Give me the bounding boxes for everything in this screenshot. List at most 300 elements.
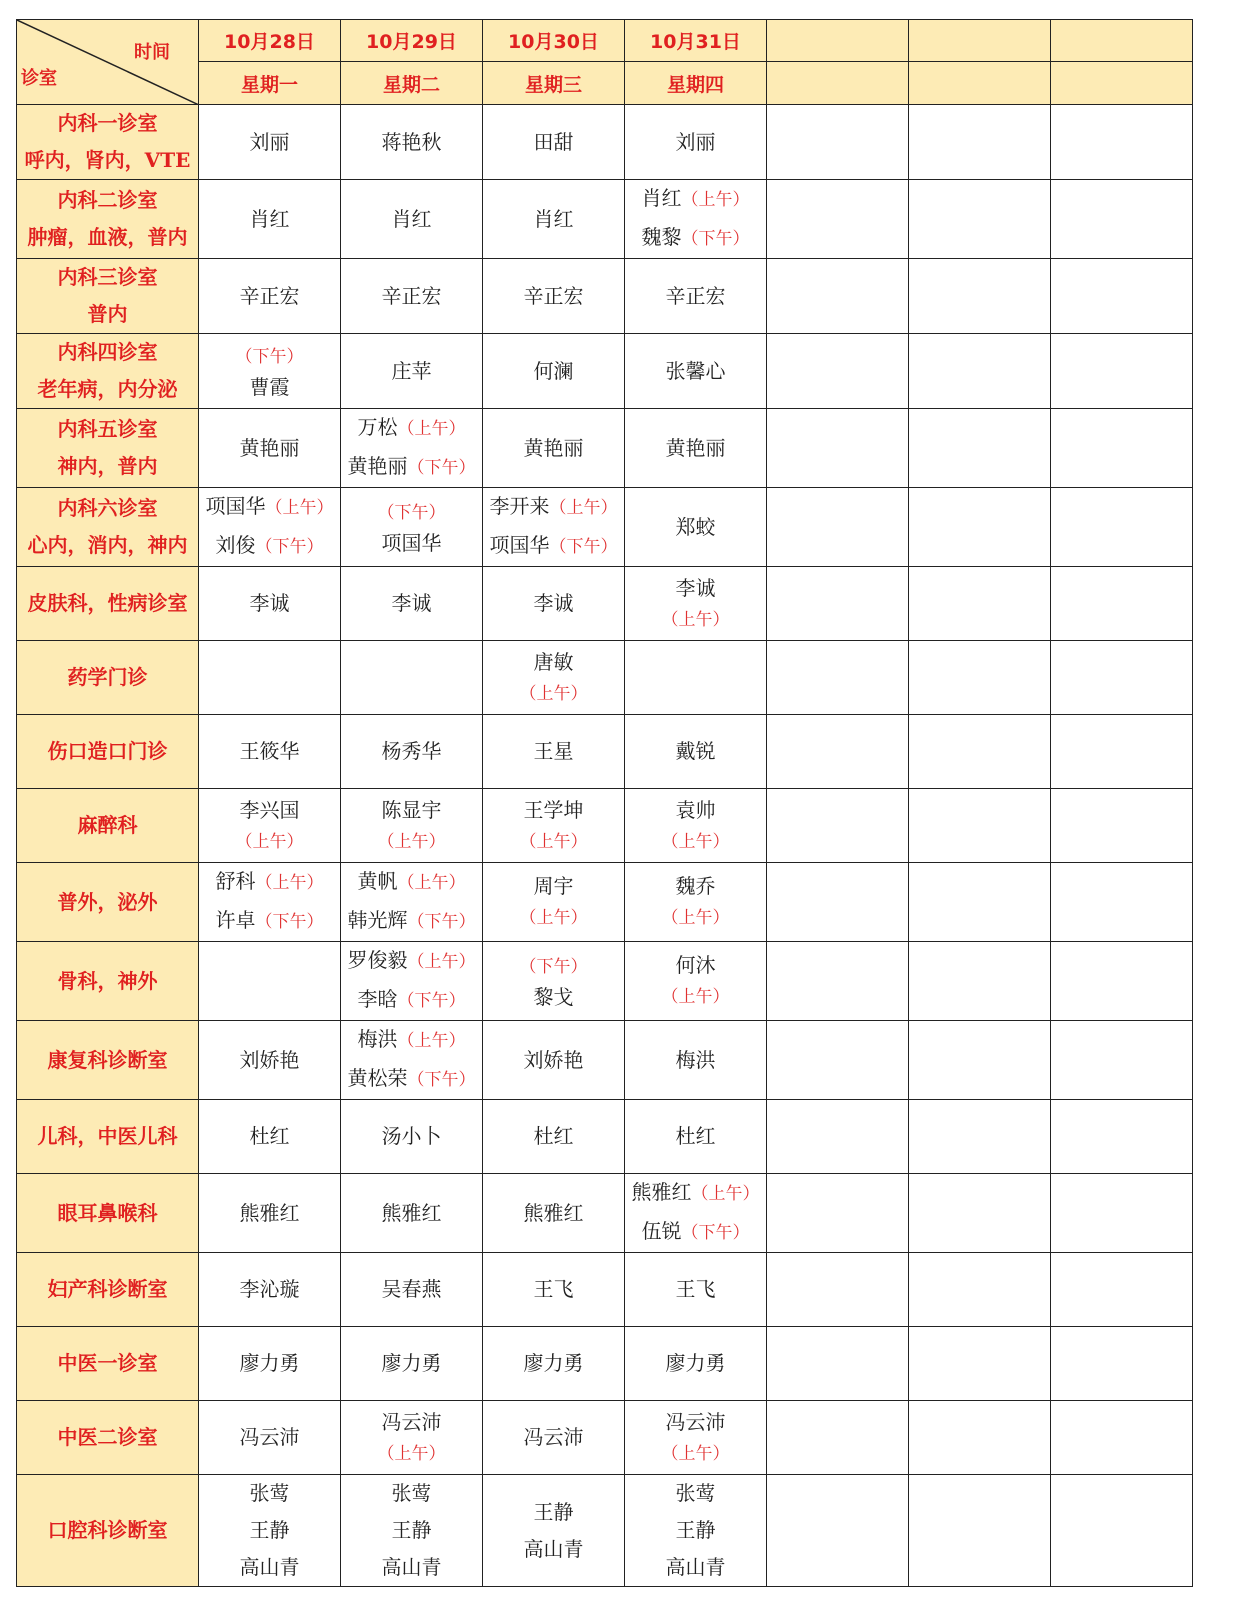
doctor-name: 张莺 <box>249 1481 290 1505</box>
session-time-label: （上午） <box>549 498 618 518</box>
doctor-name: 熊雅红 <box>381 1200 442 1225</box>
corner-cell <box>17 20 199 105</box>
doctor-cell <box>483 180 625 259</box>
header-date-row <box>17 20 1193 62</box>
room-name-cell <box>17 863 199 942</box>
doctor-cell <box>625 1253 767 1327</box>
date-header <box>1051 20 1193 62</box>
doctor-name: 何沐 <box>675 953 716 977</box>
doctor-cell <box>625 641 767 715</box>
schedule-line <box>199 585 340 622</box>
doctor-cell <box>1051 715 1193 789</box>
schedule-line <box>625 1407 766 1437</box>
schedule-line <box>483 1531 624 1568</box>
schedule-row <box>17 180 1193 259</box>
room-name-line: 神内，普内 <box>57 454 158 478</box>
schedule-line <box>341 1345 482 1382</box>
schedule-line <box>483 353 624 390</box>
doctor-cell <box>199 180 341 259</box>
room-name-line: 皮肤科，性病诊室 <box>27 591 188 615</box>
doctor-cell <box>909 1174 1051 1253</box>
room-name-cell <box>17 715 199 789</box>
schedule-row <box>17 1401 1193 1475</box>
session-time-label: （上午） <box>519 683 588 704</box>
doctor-cell <box>909 942 1051 1021</box>
session-time-label: （下午） <box>407 912 476 932</box>
session-time-label: （下午） <box>519 957 588 977</box>
room-name-line: 内科二诊室 <box>57 188 158 212</box>
session-time-label: （上午） <box>519 908 588 928</box>
doctor-cell <box>909 1100 1051 1174</box>
schedule-line <box>625 1042 766 1079</box>
doctor-cell <box>483 488 625 567</box>
doctor-name: 郑蛟 <box>675 514 716 539</box>
doctor-cell <box>199 105 341 180</box>
weekday-header: 星期一 <box>199 62 341 105</box>
session-time-label: （上午） <box>661 908 730 928</box>
session-time-label: （上午） <box>407 952 476 972</box>
doctor-cell <box>767 105 909 180</box>
doctor-cell <box>1051 488 1193 567</box>
schedule-line <box>199 488 340 527</box>
room-name-line: 呼内，肾内，VTE <box>24 148 191 172</box>
doctor-cell <box>1051 567 1193 641</box>
weekday-header: 星期二 <box>341 62 483 105</box>
session-time-label: （下午） <box>235 347 304 367</box>
schedule-line <box>625 1549 766 1586</box>
doctor-cell <box>1051 180 1193 259</box>
doctor-cell <box>625 105 767 180</box>
schedule-line <box>341 1118 482 1155</box>
doctor-name: 曹霞 <box>249 375 290 399</box>
doctor-cell <box>341 409 483 488</box>
schedule-line <box>625 733 766 770</box>
date-header: 10月28日 <box>199 20 341 62</box>
schedule-line <box>483 677 624 709</box>
doctor-cell <box>341 105 483 180</box>
session-time-label: （上午） <box>377 831 446 852</box>
date-header: 10月31日 <box>625 20 767 62</box>
weekday-header: 星期四 <box>625 62 767 105</box>
schedule-line <box>341 353 482 390</box>
corner-time-label: 时间 <box>134 42 170 63</box>
schedule-row <box>17 334 1193 409</box>
doctor-name: 黄艳丽 <box>347 454 408 478</box>
schedule-row <box>17 1475 1193 1587</box>
doctor-name: 冯云沛 <box>523 1425 584 1449</box>
doctor-name: 杨秀华 <box>381 739 442 763</box>
schedule-line <box>341 409 482 448</box>
session-time-label: （上午） <box>681 190 750 210</box>
doctor-name: 李诚 <box>533 591 574 615</box>
doctor-name: 王静 <box>533 1499 574 1524</box>
schedule-line <box>483 1271 624 1308</box>
doctor-name: 廖力勇 <box>239 1351 300 1375</box>
doctor-cell <box>625 259 767 334</box>
doctor-name: 肖红 <box>533 206 574 231</box>
schedule-line <box>625 1118 766 1155</box>
room-name-line: 普内 <box>87 302 128 326</box>
schedule-line <box>625 1512 766 1549</box>
room-name-line: 药学门诊 <box>67 665 148 689</box>
doctor-cell <box>625 1401 767 1475</box>
doctor-name: 高山青 <box>523 1536 584 1561</box>
schedule-line <box>625 1345 766 1382</box>
doctor-cell <box>767 789 909 863</box>
doctor-cell <box>767 567 909 641</box>
doctor-name: 冯云沛 <box>665 1409 726 1434</box>
doctor-name: 项国华 <box>489 533 550 557</box>
doctor-name: 冯云沛 <box>381 1409 442 1434</box>
doctor-cell <box>199 334 341 409</box>
doctor-cell <box>1051 1475 1193 1587</box>
schedule-line <box>341 1271 482 1308</box>
doctor-cell <box>767 1475 909 1587</box>
schedule-line <box>341 278 482 315</box>
weekday-header <box>767 62 909 105</box>
doctor-cell <box>341 715 483 789</box>
doctor-cell <box>909 1253 1051 1327</box>
schedule-line <box>625 950 766 980</box>
schedule-line <box>341 863 482 902</box>
doctor-cell <box>767 180 909 259</box>
schedule-line <box>199 340 340 372</box>
doctor-cell <box>341 334 483 409</box>
schedule-line <box>625 603 766 635</box>
doctor-cell <box>767 409 909 488</box>
doctor-name: 罗俊毅 <box>347 948 408 972</box>
schedule-line <box>341 981 482 1020</box>
schedule-line <box>199 733 340 770</box>
room-name-line: 心内，消内，神内 <box>27 533 188 557</box>
schedule-line <box>341 496 482 528</box>
room-name-line: 内科四诊室 <box>57 340 158 364</box>
doctor-cell <box>767 641 909 715</box>
schedule-line <box>341 1021 482 1060</box>
schedule-line <box>199 902 340 941</box>
doctor-cell <box>909 789 1051 863</box>
schedule-line <box>199 1042 340 1079</box>
session-time-label: （下午） <box>255 537 324 557</box>
doctor-cell <box>199 1327 341 1401</box>
schedule-line <box>199 1345 340 1382</box>
doctor-name: 辛正宏 <box>523 283 584 308</box>
doctor-name: 黄艳丽 <box>665 435 726 460</box>
doctor-cell <box>1051 105 1193 180</box>
doctor-cell <box>767 1253 909 1327</box>
schedule-line <box>483 647 624 677</box>
schedule-line <box>625 1213 766 1252</box>
schedule-line <box>341 902 482 941</box>
schedule-line <box>625 1271 766 1308</box>
schedule-line <box>341 201 482 238</box>
schedule-line <box>341 124 482 161</box>
schedule-line <box>625 871 766 901</box>
doctor-cell <box>341 1475 483 1587</box>
session-time-label: （下午） <box>681 229 750 249</box>
doctor-cell <box>909 488 1051 567</box>
doctor-cell <box>483 1021 625 1100</box>
doctor-cell <box>909 1021 1051 1100</box>
doctor-cell <box>341 1021 483 1100</box>
doctor-cell <box>483 863 625 942</box>
room-name-cell <box>17 1021 199 1100</box>
doctor-cell <box>341 180 483 259</box>
schedule-line <box>625 353 766 390</box>
doctor-name: 李诚 <box>391 591 432 615</box>
session-time-label: （上午） <box>661 987 730 1007</box>
room-name-cell <box>17 1100 199 1174</box>
doctor-cell <box>199 1174 341 1253</box>
doctor-cell <box>199 1475 341 1587</box>
schedule-line <box>483 1419 624 1456</box>
doctor-name: 黄艳丽 <box>239 435 300 460</box>
schedule-line <box>199 527 340 566</box>
doctor-name: 魏黎 <box>641 225 682 249</box>
doctor-name: 项国华 <box>205 494 266 518</box>
schedule-line <box>199 124 340 161</box>
doctor-cell <box>909 715 1051 789</box>
doctor-cell <box>341 942 483 1021</box>
doctor-name: 杜红 <box>533 1124 574 1148</box>
schedule-line <box>483 1494 624 1531</box>
doctor-name: 李开来 <box>489 494 550 518</box>
schedule-line <box>625 573 766 603</box>
doctor-name: 王静 <box>675 1518 716 1542</box>
schedule-line <box>483 1195 624 1232</box>
schedule-line <box>625 1475 766 1512</box>
session-time-label: （上午） <box>661 1443 730 1464</box>
schedule-line <box>341 825 482 857</box>
doctor-cell <box>199 259 341 334</box>
doctor-name: 杜红 <box>249 1124 290 1148</box>
clinic-schedule-table <box>16 19 1193 1587</box>
room-name-line: 骨科，神外 <box>57 968 158 993</box>
date-header: 10月29日 <box>341 20 483 62</box>
doctor-name: 王静 <box>249 1518 290 1542</box>
doctor-name: 舒科 <box>215 869 256 893</box>
doctor-cell <box>483 409 625 488</box>
room-name-cell <box>17 1253 199 1327</box>
corner-room-label: 诊室 <box>21 68 57 89</box>
doctor-name: 辛正宏 <box>239 283 300 308</box>
schedule-line <box>341 1475 482 1512</box>
doctor-cell <box>199 789 341 863</box>
schedule-line <box>199 1195 340 1232</box>
doctor-cell <box>625 1174 767 1253</box>
doctor-cell <box>341 863 483 942</box>
room-name-line: 麻醉科 <box>77 813 138 837</box>
weekday-header <box>1051 62 1193 105</box>
schedule-line <box>341 795 482 825</box>
schedule-line <box>483 1042 624 1079</box>
schedule-line <box>341 1060 482 1099</box>
doctor-name: 吴春燕 <box>381 1277 442 1301</box>
doctor-name: 黄松荣 <box>347 1066 408 1090</box>
doctor-cell <box>625 942 767 1021</box>
doctor-cell <box>483 1401 625 1475</box>
doctor-name: 张莺 <box>391 1481 432 1505</box>
schedule-line <box>199 372 340 402</box>
doctor-cell <box>625 1475 767 1587</box>
schedule-line <box>199 1271 340 1308</box>
schedule-row <box>17 1100 1193 1174</box>
doctor-name: 伍锐 <box>641 1219 682 1243</box>
schedule-line <box>483 488 624 527</box>
doctor-cell <box>767 334 909 409</box>
room-name-cell <box>17 789 199 863</box>
schedule-row <box>17 567 1193 641</box>
doctor-name: 刘娇艳 <box>239 1047 300 1072</box>
doctor-name: 梅洪 <box>675 1047 716 1072</box>
schedule-line <box>341 448 482 487</box>
doctor-name: 王飞 <box>675 1277 716 1301</box>
doctor-name: 王学坤 <box>523 797 584 822</box>
doctor-cell <box>625 1021 767 1100</box>
doctor-name: 高山青 <box>239 1555 300 1579</box>
doctor-name: 韩光辉 <box>347 908 408 932</box>
doctor-cell <box>341 1327 483 1401</box>
doctor-cell <box>483 715 625 789</box>
schedule-line <box>341 1407 482 1437</box>
room-name-cell <box>17 105 199 180</box>
doctor-cell <box>483 567 625 641</box>
doctor-cell <box>341 488 483 567</box>
schedule-line <box>625 980 766 1012</box>
doctor-cell <box>483 1327 625 1401</box>
doctor-cell <box>625 863 767 942</box>
doctor-cell <box>1051 942 1193 1021</box>
doctor-cell <box>909 1327 1051 1401</box>
session-time-label: （上午） <box>397 419 466 439</box>
schedule-line <box>625 278 766 315</box>
schedule-row <box>17 1253 1193 1327</box>
schedule-line <box>625 1174 766 1213</box>
doctor-cell <box>1051 863 1193 942</box>
doctor-name: 李晗 <box>357 987 398 1011</box>
doctor-name: 肖红 <box>391 206 432 231</box>
doctor-name: 何澜 <box>533 358 574 383</box>
doctor-cell <box>625 488 767 567</box>
doctor-cell <box>483 1174 625 1253</box>
doctor-cell <box>625 715 767 789</box>
schedule-line <box>625 180 766 219</box>
weekday-header <box>909 62 1051 105</box>
doctor-cell <box>1051 1253 1193 1327</box>
room-name-cell <box>17 641 199 715</box>
doctor-cell <box>483 259 625 334</box>
doctor-cell <box>341 1174 483 1253</box>
doctor-cell <box>767 488 909 567</box>
session-time-label: （上午） <box>661 609 730 630</box>
schedule-row <box>17 789 1193 863</box>
doctor-cell <box>767 259 909 334</box>
doctor-name: 张馨心 <box>665 358 726 383</box>
doctor-cell <box>199 1021 341 1100</box>
doctor-cell <box>625 789 767 863</box>
schedule-line <box>199 430 340 467</box>
doctor-name: 项国华 <box>381 531 442 555</box>
schedule-row <box>17 863 1193 942</box>
doctor-cell <box>909 641 1051 715</box>
doctor-cell <box>909 334 1051 409</box>
session-time-label: （上午） <box>265 498 334 518</box>
schedule-line <box>199 1419 340 1456</box>
schedule-line <box>483 795 624 825</box>
doctor-name: 刘娇艳 <box>523 1047 584 1072</box>
doctor-cell <box>199 942 341 1021</box>
doctor-name: 辛正宏 <box>665 283 726 308</box>
doctor-name: 刘俊 <box>215 533 256 557</box>
doctor-cell <box>341 641 483 715</box>
schedule-row <box>17 409 1193 488</box>
schedule-line <box>483 871 624 901</box>
room-name-line: 内科一诊室 <box>57 111 158 135</box>
session-time-label: （下午） <box>681 1223 750 1243</box>
doctor-name: 高山青 <box>381 1555 442 1579</box>
doctor-cell <box>1051 1021 1193 1100</box>
doctor-name: 熊雅红 <box>631 1180 692 1204</box>
room-name-cell <box>17 259 199 334</box>
doctor-name: 李诚 <box>249 591 290 615</box>
room-name-line: 普外，泌外 <box>57 889 158 914</box>
schedule-row <box>17 715 1193 789</box>
schedule-line <box>625 509 766 546</box>
room-name-line: 康复科诊断室 <box>47 1047 168 1072</box>
session-time-label: （下午） <box>407 1070 476 1090</box>
doctor-cell <box>767 1100 909 1174</box>
doctor-cell <box>199 567 341 641</box>
date-header <box>767 20 909 62</box>
room-name-cell <box>17 567 199 641</box>
session-time-label: （上午） <box>255 873 324 893</box>
schedule-line <box>341 1195 482 1232</box>
room-name-cell <box>17 1174 199 1253</box>
schedule-row <box>17 1021 1193 1100</box>
doctor-cell <box>625 180 767 259</box>
room-name-cell <box>17 942 199 1021</box>
schedule-line <box>199 201 340 238</box>
doctor-name: 陈显宇 <box>381 797 442 822</box>
doctor-name: 廖力勇 <box>381 1351 442 1375</box>
doctor-name: 唐敏 <box>533 649 574 674</box>
doctor-name: 周宇 <box>533 874 574 898</box>
doctor-cell <box>483 641 625 715</box>
doctor-cell <box>199 715 341 789</box>
weekday-header: 星期三 <box>483 62 625 105</box>
doctor-cell <box>625 409 767 488</box>
room-name-cell <box>17 1327 199 1401</box>
room-name-cell <box>17 334 199 409</box>
room-name-line: 肿瘤，血液，普内 <box>27 225 188 249</box>
schedule-line <box>483 825 624 857</box>
session-time-label: （上午） <box>397 873 466 893</box>
schedule-line <box>483 430 624 467</box>
schedule-line <box>625 901 766 933</box>
doctor-name: 肖红 <box>641 186 682 210</box>
doctor-name: 王静 <box>391 1518 432 1542</box>
room-name-line: 儿科，中医儿科 <box>37 1124 178 1148</box>
doctor-name: 李诚 <box>675 575 716 600</box>
doctor-cell <box>341 1100 483 1174</box>
doctor-name: 万松 <box>357 415 398 439</box>
schedule-line <box>625 825 766 857</box>
session-time-label: （上午） <box>377 1443 446 1464</box>
session-time-label: （上午） <box>235 831 304 852</box>
doctor-cell <box>1051 409 1193 488</box>
doctor-cell <box>625 1327 767 1401</box>
schedule-line <box>483 201 624 238</box>
